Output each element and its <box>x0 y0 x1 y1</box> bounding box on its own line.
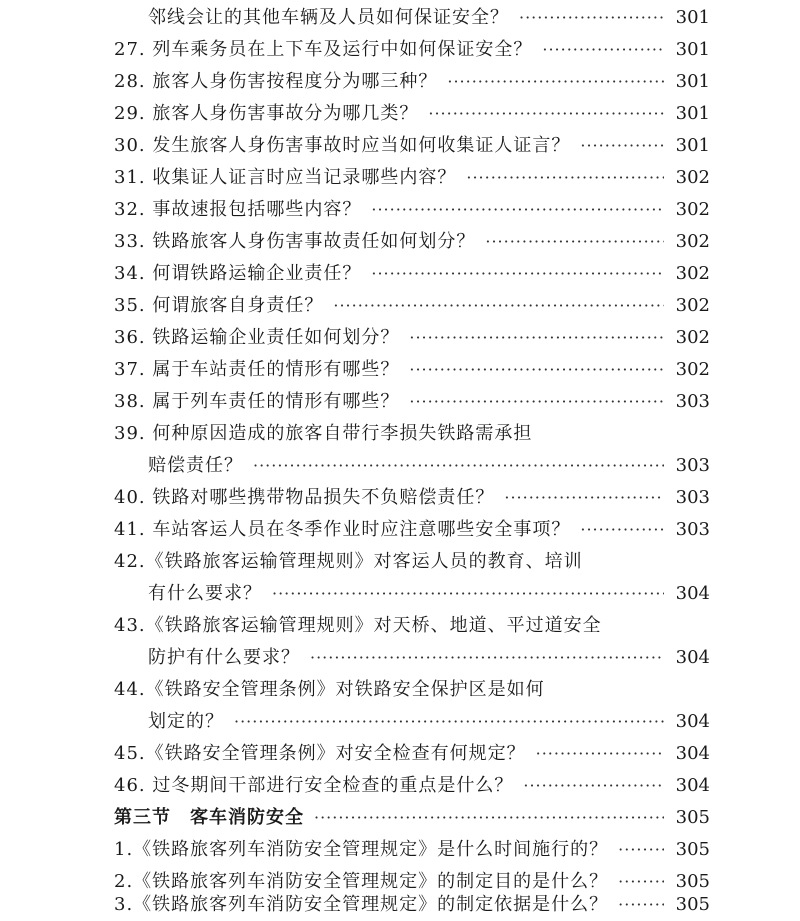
toc-entry-title: 有什么要求？ <box>148 583 262 604</box>
toc-entry-page: 303 <box>675 519 710 540</box>
toc-entry-title: 40. 铁路对哪些携带物品损失不负赔偿责任？ <box>114 487 495 508</box>
toc-entry <box>148 578 710 610</box>
toc-entry <box>114 889 710 921</box>
toc-entry <box>114 386 710 418</box>
leader-dots <box>618 889 664 921</box>
toc-entry-page: 301 <box>675 7 710 28</box>
leader-dots <box>447 66 664 98</box>
toc-entry-title: 38. 属于列车责任的情形有哪些？ <box>114 391 400 412</box>
leader-dots <box>428 98 664 130</box>
leader-dots <box>536 738 664 770</box>
toc-entry-title: 32. 事故速报包括哪些内容？ <box>114 199 362 220</box>
leader-dots <box>409 322 664 354</box>
toc-entry <box>114 738 710 770</box>
toc-entry-title: 44.《铁路安全管理条例》对铁路安全保护区是如何 <box>114 679 545 700</box>
toc-entry <box>114 194 710 226</box>
toc-entry-page: 304 <box>675 711 710 732</box>
toc-entry-title: 防护有什么要求？ <box>148 647 300 668</box>
toc-entry-page: 301 <box>675 135 710 156</box>
toc-entry-title: 2.《铁路旅客列车消防安全管理规定》的制定目的是什么？ <box>114 871 609 892</box>
toc-entry <box>114 34 710 66</box>
toc-section-title: 第三节 客车消防安全 <box>114 807 304 828</box>
toc-entry-title: 43.《铁路旅客运输管理规则》对天桥、地道、平过道安全 <box>114 615 602 636</box>
leader-dots <box>618 834 664 866</box>
toc-entry-page: 305 <box>675 807 710 828</box>
leader-dots <box>314 802 664 834</box>
toc-entry <box>114 546 710 578</box>
toc-entry-title: 42.《铁路旅客运输管理规则》对客运人员的教育、培训 <box>114 551 583 572</box>
toc-entry-page: 302 <box>675 295 710 316</box>
toc-entry-title: 划定的？ <box>148 711 224 732</box>
toc-entry-page: 303 <box>675 487 710 508</box>
leader-dots <box>466 162 664 194</box>
toc-entry <box>114 66 710 98</box>
toc-entry-page: 304 <box>675 743 710 764</box>
toc-entry <box>114 674 710 706</box>
toc-entry-page: 301 <box>675 39 710 60</box>
toc-entry-title: 35. 何谓旅客自身责任？ <box>114 295 324 316</box>
toc-entry-page: 304 <box>675 647 710 668</box>
toc-entry <box>148 642 710 674</box>
toc-entry-title: 36. 铁路运输企业责任如何划分？ <box>114 327 400 348</box>
toc-entry-page: 302 <box>675 231 710 252</box>
toc-entry <box>148 450 710 482</box>
toc-entry-page: 301 <box>675 103 710 124</box>
toc-entry-title: 1.《铁路旅客列车消防安全管理规定》是什么时间施行的？ <box>114 839 609 860</box>
toc-entry-title: 28. 旅客人身伤害按程度分为哪三种？ <box>114 71 438 92</box>
toc-entry <box>114 770 710 802</box>
toc-entry-page: 302 <box>675 167 710 188</box>
leader-dots <box>542 34 664 66</box>
leader-dots <box>333 290 664 322</box>
toc-entry-page: 301 <box>675 71 710 92</box>
toc-entry-page: 302 <box>675 263 710 284</box>
toc-entry <box>114 418 710 450</box>
toc-entry-title: 39. 何种原因造成的旅客自带行李损失铁路需承担 <box>114 423 533 444</box>
toc-entry-title: 赔偿责任？ <box>148 455 243 476</box>
toc-entry-page: 304 <box>675 775 710 796</box>
toc-entry-page: 304 <box>675 583 710 604</box>
toc-entry <box>114 130 710 162</box>
toc-entry-page: 302 <box>675 359 710 380</box>
leader-dots <box>580 514 664 546</box>
toc-entry <box>148 706 710 738</box>
toc-entry-title: 邻线会让的其他车辆及人员如何保证安全？ <box>148 7 509 28</box>
toc-entry-page: 305 <box>675 894 710 915</box>
leader-dots <box>409 354 664 386</box>
toc-entry <box>114 322 710 354</box>
toc-entry-title: 37. 属于车站责任的情形有哪些？ <box>114 359 400 380</box>
leader-dots <box>485 226 664 258</box>
toc-entry-title: 46. 过冬期间干部进行安全检查的重点是什么？ <box>114 775 514 796</box>
toc-entry-page: 303 <box>675 391 710 412</box>
leader-dots <box>580 130 664 162</box>
toc-entry <box>114 290 710 322</box>
leader-dots <box>504 482 664 514</box>
toc-entry-title: 30. 发生旅客人身伤害事故时应当如何收集证人证言？ <box>114 135 571 156</box>
toc-entry-title: 3.《铁路旅客列车消防安全管理规定》的制定依据是什么？ <box>114 894 609 915</box>
toc-entry <box>114 482 710 514</box>
toc-entry <box>114 834 710 866</box>
toc-entry <box>114 162 710 194</box>
toc-entry <box>114 226 710 258</box>
leader-dots <box>253 450 664 482</box>
toc-entry <box>114 610 710 642</box>
toc-entry-title: 31. 收集证人证言时应当记录哪些内容？ <box>114 167 457 188</box>
leader-dots <box>272 578 664 610</box>
leader-dots <box>371 258 664 290</box>
toc-entry <box>114 258 710 290</box>
leader-dots <box>371 194 664 226</box>
toc-entry-title: 34. 何谓铁路运输企业责任？ <box>114 263 362 284</box>
leader-dots <box>519 2 664 34</box>
toc-entry-title: 33. 铁路旅客人身伤害事故责任如何划分？ <box>114 231 476 252</box>
leader-dots <box>310 642 664 674</box>
toc-entry <box>114 98 710 130</box>
toc-entry-page: 302 <box>675 199 710 220</box>
leader-dots <box>409 386 664 418</box>
toc-entry <box>148 2 710 34</box>
toc-entry <box>114 514 710 546</box>
toc-entry-title: 29. 旅客人身伤害事故分为哪几类？ <box>114 103 419 124</box>
leader-dots <box>523 770 664 802</box>
toc-entry-title: 41. 车站客运人员在冬季作业时应注意哪些安全事项？ <box>114 519 571 540</box>
toc-entry-title: 27. 列车乘务员在上下车及运行中如何保证安全？ <box>114 39 533 60</box>
leader-dots <box>234 706 664 738</box>
toc-entry-page: 302 <box>675 327 710 348</box>
toc-entry-title: 45.《铁路安全管理条例》对安全检查有何规定？ <box>114 743 526 764</box>
toc-entry <box>114 354 710 386</box>
toc-entry-page: 305 <box>675 871 710 892</box>
toc-entry-page: 303 <box>675 455 710 476</box>
toc-entry-page: 305 <box>675 839 710 860</box>
toc-section-heading <box>114 802 710 834</box>
